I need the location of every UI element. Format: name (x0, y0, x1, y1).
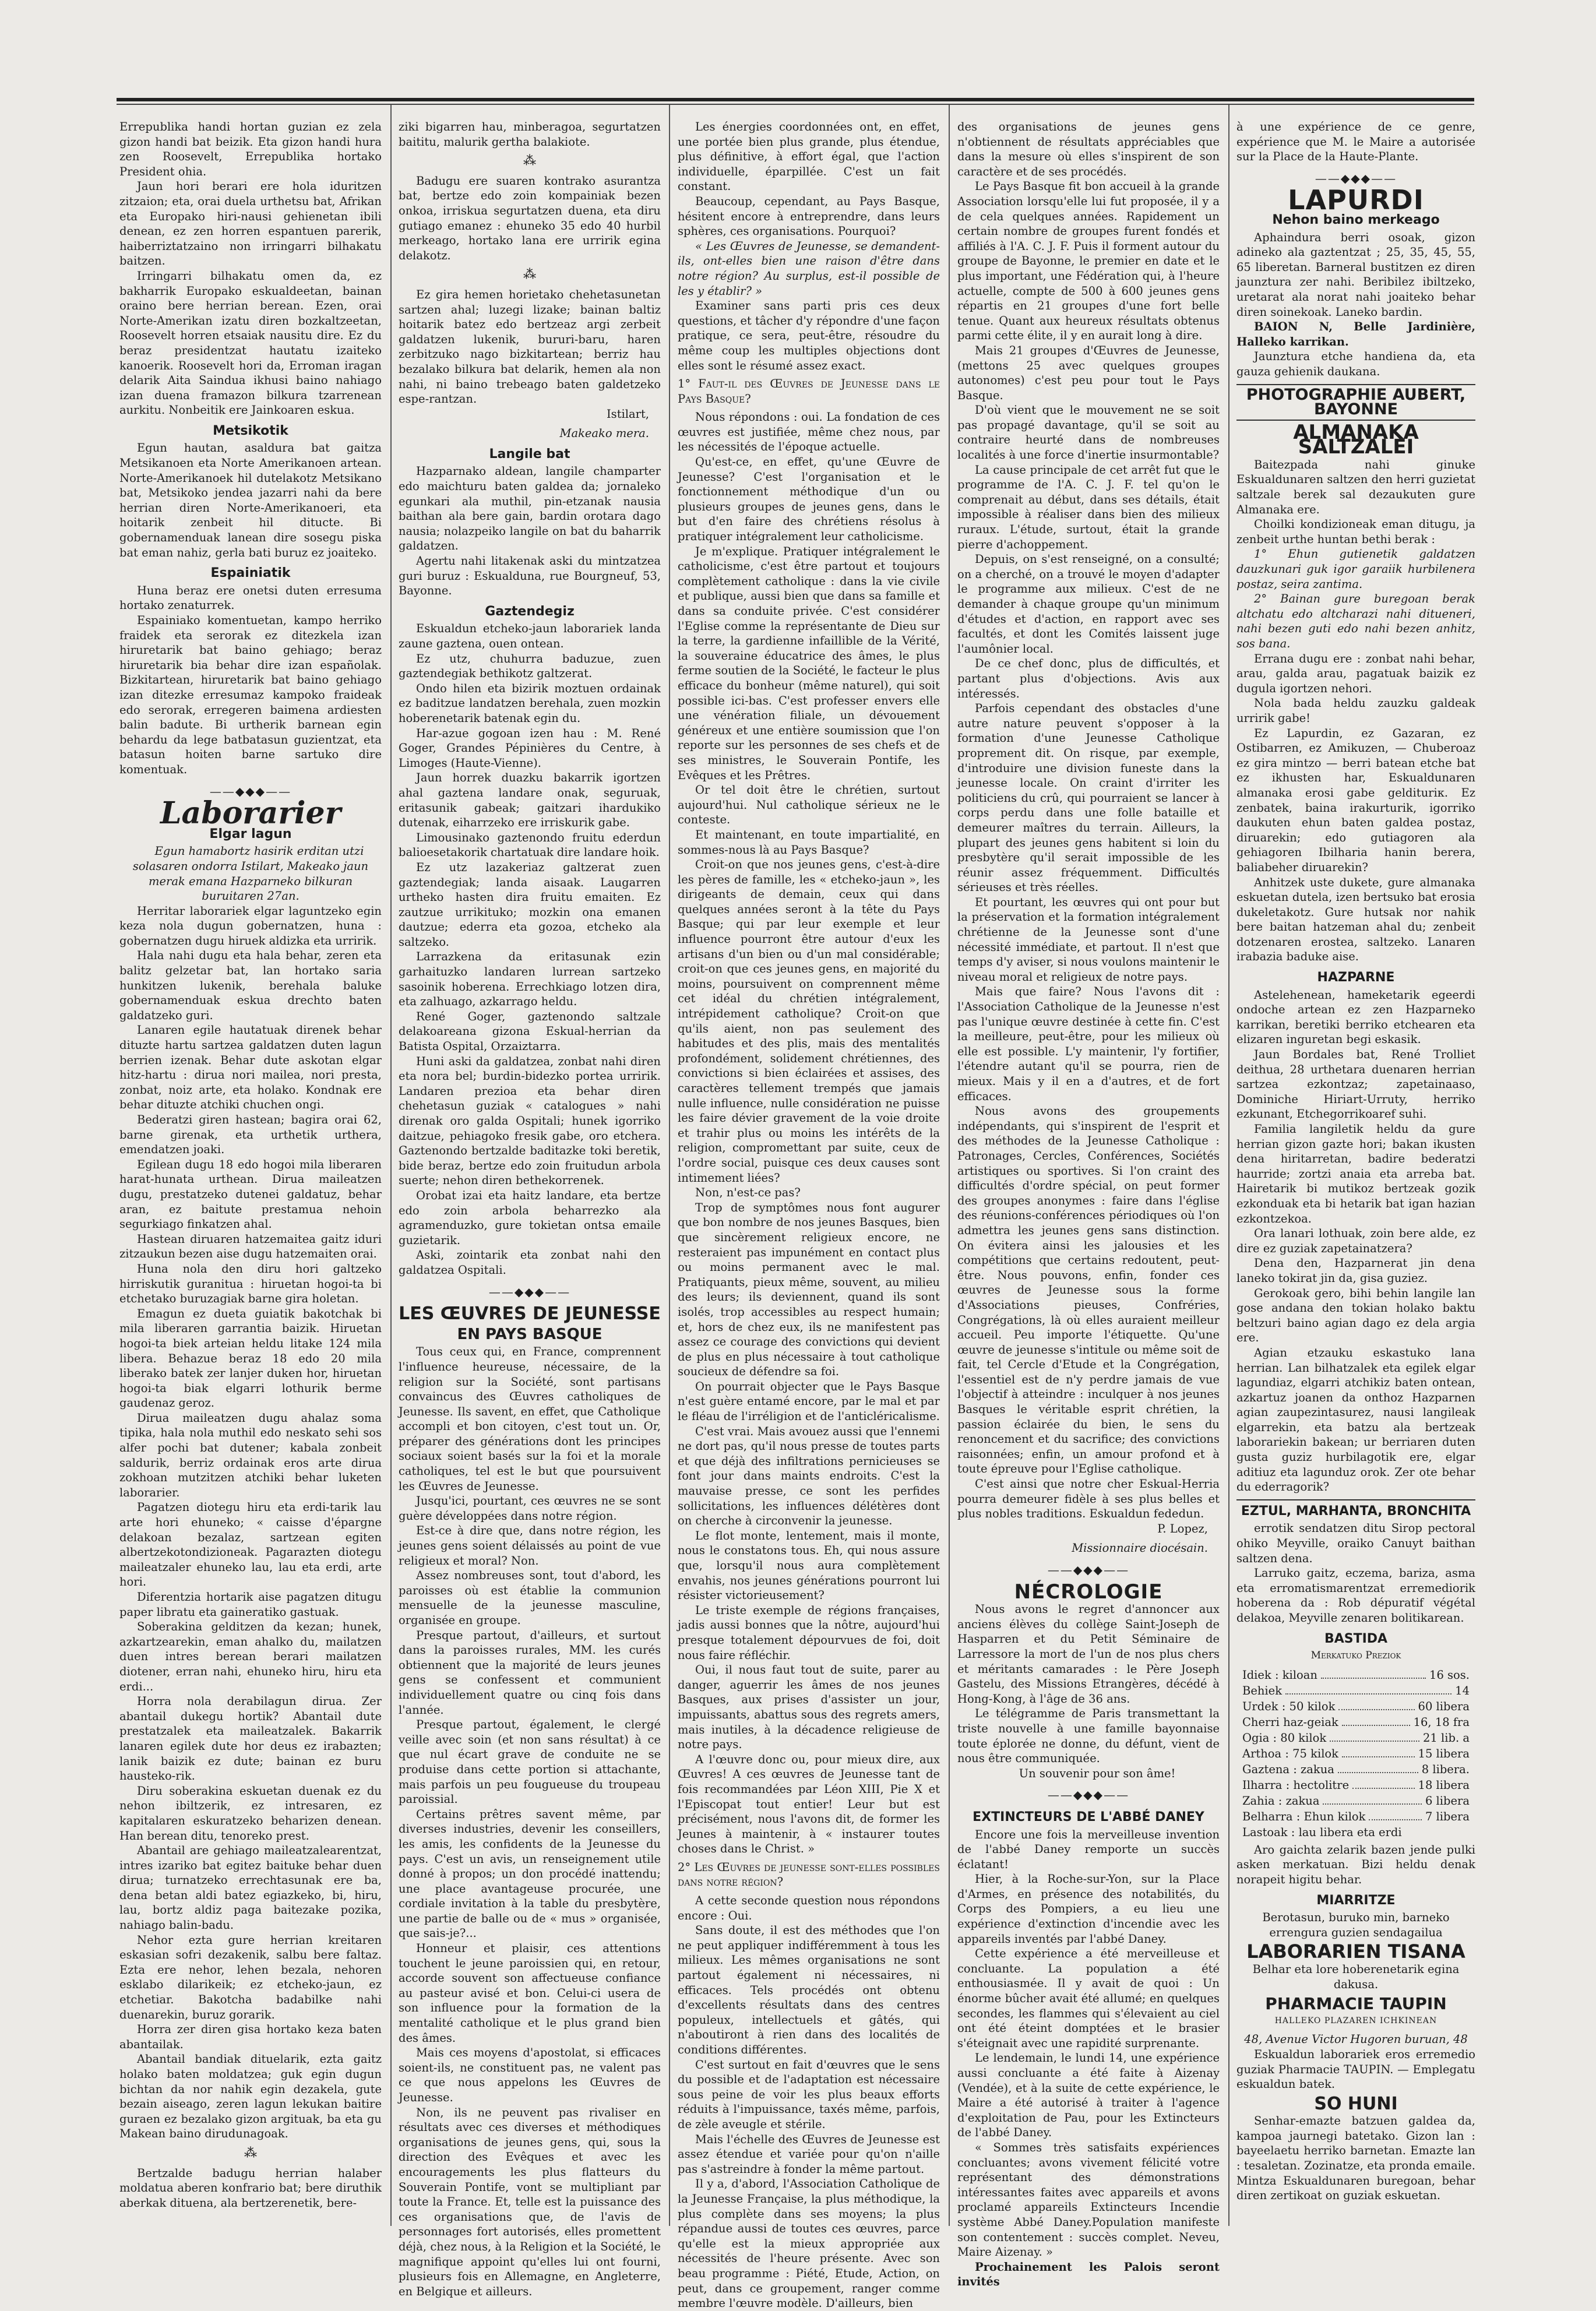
paragraph: Huna nola den diru hori galtzeko hirriskutik guranitua : hiruetan hogoi-ta bi etchetako buruzagiak barne gira holetan. (119, 1262, 382, 1306)
paragraph: Eskualdun etcheko-jaun laborariek landa zaune gaztena, ouen ontean. (399, 622, 661, 650)
paragraph: Jaunztura etche handiena da, eta gauza gehienik daukana. (1236, 350, 1475, 378)
paragraph: Nehor ezta gure herrian kreitaren eskasian sofri dezakenik, salbu bere faltaz. Ezta ere nehor, lehen bezala, nehoren esklabo dilarikeik; ez etcheko-jaun, ez etchetiar. Bakotcha badabilke nahi duenarekin, buruz gorarik. (119, 1933, 382, 2021)
article-title: LES ŒUVRES DE JEUNESSE (399, 1304, 661, 1324)
paragraph: Hastean diruaren hatzemaitea gaitz iduri zitzaukun bezen aise dugu hatzemaiten orai. (119, 1232, 382, 1261)
paragraph: On pourrait objecter que le Pays Basque n'est guère entamé encore, par le mal et par le fléau de l'irréligion et de l'anticléricalisme. (678, 1379, 940, 1424)
paragraph: 1° Ehun gutienetik galdatzen dauzkunari guk igor garaiik hurbilenera postaz, seira zantima. (1236, 547, 1475, 591)
paragraph: Abantail are gehiago maileatzalearentzat, intres izariko bat egitez baituke behar duen dirua; turnatzeko errechtasunak ere ba, dena betan aldi batez egiazkeko, bi, hiru, lau, bortz aldiz paga baitezake pozika, nahiago balin-badu. (119, 1844, 382, 1932)
column-5 (1236, 119, 1475, 2229)
paragraph: Choilki kondizioneak eman ditugu, ja zenbeit urthe huntan bethi berak : (1236, 517, 1475, 546)
paragraph: 2° Bainan gure buregoan berak altchatu edo altcharazi nahi ditueneri, nahi bezen guti edo nahi bezen anhitz, sos bana. (1236, 592, 1475, 650)
paragraph: Abantail bandiak dituelarik, ezta gaitz holako baten moldatzea; guk egin dugun bichtan da nor nahik egin dezakela, gute bezain aiseago, zeren lagun lekukan baitire guraen ez bezalako gizon argituak, ba eta gu Makean baino dirudunagoak. (119, 2052, 382, 2141)
signature-title: Missionnaire diocésain. (1072, 1541, 1208, 1555)
leader-dots (1369, 1809, 1421, 1820)
column-rule-3 (949, 105, 950, 2226)
leader-dots (1285, 1683, 1451, 1695)
section-heading: BASTIDA (1324, 1631, 1388, 1646)
paragraph: Nous avons des groupements indépendants, qui s'inspirent de l'esprit et des méthodes de la Jeunesse Catholique : Patronages, Cercles, Conférences, Sociétés artistiques ou sportives. Si l'on craint des difficultés d'ordre spécial, on peut former des groupes anonymes : faire dans l'église des réunions-conférences périodiques où l'on admettra les jeunes gens sans distinction. On évitera ainsi les jalousies et les compétitions que certains redoutent, peut-être. Nous pouvons, enfin, fonder ces œuvres de Jeunesse sous la forme d'Associations pieuses, Confréries, Congrégations, là où elles auraient meilleur accueil. Peu importe l'étiquette. Qu'une œuvre de jeunesse s'intitule ou même soit de fait, tel Cercle d'Etude et la Congrégation, l'essentiel est de n'y perdre jamais de vue l'objectif à atteindre : inculquer à nos jeunes Basques le véritable esprit chrétien, la passion éclairée du bien, le sens du renoncement et du sacrifice; des convictions raisonnées; enfin, un amour profond et à toute épreuve pour l'Eglise catholique. (957, 1104, 1220, 1476)
ad-title-taupin: PHARMACIE TAUPIN (1265, 1994, 1447, 2014)
paragraph: Assez nombreuses sont, tout d'abord, les paroisses où est établie la communion mensuelle de la jeunesse masculine, organisée en groupe. (399, 1569, 661, 1627)
paragraph: Diferentzia hortarik aise pagatzen ditugu paper libratu eta gaineratiko gastuak. (119, 1590, 382, 1619)
signature-name: Istilart, (606, 407, 649, 421)
paragraph: errotik sendatzen ditu Sirop pectoral ohiko Meyville, oraiko Canuyt baithan saltzen dena. (1236, 1521, 1475, 1565)
leader-dots (1342, 1746, 1415, 1757)
top-rule (117, 98, 1474, 101)
article-title: Elgar lagun (209, 826, 292, 841)
price-list (1242, 1667, 1470, 1840)
section-heading: MIARRITZE (1316, 1893, 1396, 1908)
paragraph: Pagatzen diotegu hiru eta erdi-tarik lau arte hori ehuneko; « caisse d'épargne delakoan bezalaz, sartzean egiten albertzekotondizioneak. Pagarazten diotegu maileatzaler ehuneko lau, lau eta erdi, arte hori. (119, 1500, 382, 1589)
paragraph: Non, ils ne peuvent pas rivaliser en résultats avec ces diverses et méthodiques organisations de jeunes gens, qui, sous la direction des Evêques et avec les encouragements les plus flatteurs du Souverain Pontife, vont se multipliant par toute la France. Et, telle est la puissance des ces organisations que, de l'avis de personnages fort autorisés, elles promettent déjà, chez nous, à la Religion et la Société, le magnifique appoint qu'elles lui ont fourni, plusieurs fois en Allemagne, en Angleterre, en Belgique et ailleurs. (399, 2105, 661, 2298)
paragraph: Hala nahi dugu eta hala behar, zeren eta balitz gelzetar bat, lan hortako saria hunkitzen lukenik, berehala baluke gobernamenduak eskua drechto baten galdatzeko guri. (119, 949, 382, 1022)
paragraph: Le télégramme de Paris transmettant la triste nouvelle à une famille bayonnaise toute éplorée ne donne, du défunt, vient de nous être communiquée. (957, 1707, 1220, 1766)
paragraph: Har-azue gogoan izen hau : M. René Goger, Grandes Pépinières du Centre, à Limoges (Haute-Vienne). (399, 726, 661, 770)
paragraph: Il y a, d'abord, l'Association Catholique de la Jeunesse Française, la plus méthodique, la plus complète dans ses moyens; la plus répandue aussi de toutes ces œuvres, parce qu'elle est la mieux appropriée aux nécessités de l'heure présente. Avec son beau programme : Piété, Etude, Action, on peut, dans ce groupement, ranger comme membre l'œuvre modèle. D'ailleurs, bien (678, 2177, 940, 2310)
paragraph: Tous ceux qui, en France, comprennent l'influence heureuse, nécessaire, de la religion sur la Société, sont partisans convaincus des Œuvres catholiques de Jeunesse. Ils savent, en effet, que Catholique accompli et bon citoyen, c'est tout un. Or, préparer des générations dont les principes sociaux soient basés sur la foi et la morale catholiques, tel est le but que poursuivent les Œuvres de Jeunesse. (399, 1345, 661, 1493)
paragraph: Et pourtant, les œuvres qui ont pour but la préservation et la formation intégralement chrétienne de la Jeunesse sont d'une nécessité immédiate, et partout. Il n'est que temps d'y aviser, si nous voulons maintenir le niveau moral et religieux de notre pays. (957, 895, 1220, 984)
paragraph: Hazparnako aldean, langile champarter edo maichturu baten galdea da; jornaleko egunkari ala muthil, pin-etzanak nausia baithan ala bere gain, bardin orotara dago nausia; nolazpeiko langile on bat du baharrik galdatzen. (399, 464, 661, 553)
paragraph: Errana dugu ere : zonbat nahi behar, arau, galda arau, pagatuak baizik ez dugula igortzen nehori. (1236, 651, 1475, 695)
paragraph: Le lendemain, le lundi 14, une expérience aussi concluante a été faite à Aizenay (Vendée), et à la suite de cette expérience, le Maire a été autorisé à traiter à l'agence d'exploitation de Pau, pour les Extincteurs de l'abbé Daney. (957, 2051, 1220, 2140)
price-item-value: 16, 18 fra (1413, 1715, 1470, 1729)
price-row (1242, 1746, 1470, 1762)
paragraph: Soberakina gelditzen da kezan; hunek, azkartzearekin, eman ahalko du, mailatzen duen intres berean berari mailatzen diotener, erran nahi, ehuneko hiru, hiru eta erdi... (119, 1620, 382, 1693)
paragraph: Irringarri bilhakatu omen da, ez bakharrik Europako eskualdeetan, bainan oraino bere herrian berean. Ezen, orai Norte-Amerikan izatu diren bozkaltzeetan, Roosevelt horren etsaiak nausitu dire. Ez du beraz presidentzat hautatu izaiteko kanoerik. Roosevelt hori da, Erroman iragan delarik Aita Saindua ikhusi baino nahiago izan duena framazon bilkura tzarrenean aurkitu. Nonbeitik ere Jainkoaren eskua. (119, 269, 382, 417)
paragraph: Agertu nahi litakenak aski du mintzatzea guri buruz : Eskualduna, rue Bourgneuf, 53, Bayonne. (399, 554, 661, 598)
price-row (1242, 1793, 1470, 1809)
ornament-divider: ——◆◆◆—— (209, 784, 292, 798)
price-item-name: Belharra : Ehun kilok (1242, 1809, 1366, 1823)
paragraph: Horra nola derabilagun dirua. Zer abantail dukegu hortik? Abantail dute prestatzalek eta maileatzalek. Bakarrik lanaren egilek dute hor deus ez irabazten; lanik baizik ez dute; bainan ez buru hausteko-rik. (119, 1695, 382, 1783)
paragraph: Mais que faire? Nous l'avons dit : l'Association Catholique de la Jeunesse n'est pas l'unique œuvre destinée à cette fin. C'est la meilleure, peut-être, pour les milieux où elle est possible. L'y maintenir, l'y fortifier, l'étendre autant qu'il se pourra, rien de mieux. Mais y il en a d'autres, et de fort efficaces. (957, 985, 1220, 1103)
paragraph: Nous répondons : oui. La fondation de ces œuvres est justifiée, même chez nous, par les nécessités de l'époque actuelle. (678, 410, 940, 454)
price-item-name: Arthoa : 75 kilok (1242, 1746, 1338, 1760)
ad-title-almanaka: ALMANAKA SALTZALEI (1293, 420, 1419, 459)
paragraph: Lanaren egile hautatuak direnek behar dituzte hartu sartzea galdatzen duten lagun berrien izenak. Behar dute askotan elgar hitz-hartu : dirua nori mailea, nori presta, zonbat, noiz arte, eta holako. Kondnak ere behar dituzte atchiki chuchen ongi. (119, 1023, 382, 1112)
paragraph: « Les Œuvres de Jeunesse, se demandent-ils, ont-elles bien une raison d'être dans notre région? Au surplus, est-il possible de les y établir? » (678, 239, 940, 298)
paragraph: Herritar laborariek elgar laguntzeko egin keza nola dugun gobernatzen, huna : gobernatzen dugu hiruek aldizka eta urririk. (119, 904, 382, 947)
price-list-heading: Merkatuko Preziok (1310, 1650, 1401, 1662)
article-subtitle: EN PAYS BASQUE (457, 1325, 603, 1343)
paragraph: Eskualdun laborariek eros erremedio guziak Pharmacie TAUPIN. — Emplegatu eskualdun batek. (1236, 2047, 1475, 2091)
price-item-value: 8 libera. (1421, 1762, 1470, 1776)
price-item-name: Lastoak : lau libera eta erdi (1242, 1825, 1402, 1839)
price-item-value: 21 lib. a (1423, 1731, 1470, 1745)
paragraph: Limousinako gaztenondo fruitu ederdun balioesetakorik chartatuak dire landare hoik. (399, 830, 661, 859)
paragraph: Un souvenir pour son âme! (1019, 1766, 1176, 1780)
paragraph: « Sommes très satisfaits expériences concluantes; avons vivement félicité votre représentant des démonstrations intéressantes faites avec appareils et avons proclamé appareils Extincteurs Incendie système Abbé Daney.Population manifeste son contentement : succès complet. Neveu, Maire Aizenay. » (957, 2140, 1220, 2259)
price-row (1242, 1809, 1470, 1824)
paragraph: Huni aski da galdatzea, zonbat nahi diren eta nora bel; burdin-bidezko portea urririk. Landaren prezioa eta behar diren chehetasun guziak « catalogues » nahi direnak oro galda Ospitali; hunek igorriko daitzue, pehiagoko fresik gabe, oro etchera. Gaztenondo bertzalde baditazke toki beretik, bide beraz, bertze edo zoin fruitudun arbola suerte; nehon diren bethekorrenek. (399, 1054, 661, 1188)
paragraph: Trop de symptômes nous font augurer que bon nombre de nos jeunes Basques, bien que sincèrement religieux encore, ne resteraient pas impunément en contact plus ou moins permanent avec le mal. Pratiquants, pieux même, souvent, au milieu des leurs; ils deviennent, quand ils sont isolés, trop accessibles au respect humain; et, hors de chez eux, ils ne manifestent pas assez ce courage des convictions qui devient de plus en plus nécessaire à tout catholique soucieux de défendre sa foi. (678, 1200, 940, 1379)
paragraph: Orobat izai eta haitz landare, eta bertze edo zoin arbola beharrezko ala agramenduzko, gure tokietan ontsa emaile guzietarik. (399, 1188, 661, 1247)
paragraph: Le Pays Basque fit bon accueil à la grande Association lorsqu'elle lui fut proposée, il y a de cela quelques années. Rapidement un certain nombre de groupes furent fondés et affiliés à l'A. C. J. F. Puis il forment autour du groupe de Bayonne, le premier en date et le plus important, une Fédération qui, à l'heure actuelle, compte de 500 à 600 jeunes gens répartis en 21 groupes d'une fort belle tenue. Quant aux heureux résultats obtenus parmi cette élite, il y en aurait long à dire. (957, 179, 1220, 343)
paragraph: Est-ce à dire que, dans notre région, les jeunes gens soient délaissés au point de vue religieux et moral? Non. (399, 1524, 661, 1567)
paragraph: Presque partout, également, le clergé veille avec soin (et non sans résultat) à ce que nul écart grave de conduite ne se produise dans cette portion si attachante, mais parfois un peu fougueuse du troupeau paroissial. (399, 1718, 661, 1806)
paragraph: Larrazkena da eritasunak ezin garhaituzko landaren lurrean sartzeko sasoinik hoberena. Errechkiago lotzen dira, eta zalhuago, azkarrago heldu. (399, 950, 661, 1009)
paragraph: BAION N, Belle Jardinière, Halleko karrikan. (1236, 320, 1475, 348)
column-rule-2 (669, 105, 670, 2226)
price-row (1242, 1714, 1470, 1730)
paragraph: De ce chef donc, plus de difficultés, et partant plus d'objections. Avis aux intéressés. (957, 657, 1220, 700)
paragraph: C'est vrai. Mais avouez aussi que l'ennemi ne dort pas, qu'il nous presse de toutes parts et que déjà des infiltrations pernicieuses se font jour dans maints endroits. C'est la mauvaise presse, ce sont les perfides sollicitations, les influences délétères dont on cherche à circonvenir la jeunesse. (678, 1424, 940, 1528)
paragraph: Depuis, on s'est renseigné, on a consulté; on a cherché, on a trouvé le moyen d'adapter le programme aux milieux. C'est de ne demander à chaque groupe qu'un minimum d'études et d'action, en rapport avec ses facultés, et dont les Comités laissent juge l'aumônier local. (957, 552, 1220, 656)
paragraph: Et maintenant, en toute impartialité, en sommes-nous là au Pays Basque? (678, 827, 940, 857)
paragraph: Prochainement les Palois seront invités (957, 2260, 1220, 2289)
paragraph: Dena den, Hazparnerat jin dena laneko tokirat jin da, gisa guziez. (1236, 1256, 1475, 1285)
paragraph: Non, n'est-ce pas? (695, 1186, 801, 1200)
paragraph: Sans doute, il est des méthodes que l'on ne peut appliquer indifféremment à tous les milieux. Les mêmes organisations ne sont partout également ni nécessaires, ni efficaces. Tels procédés ont obtenu d'excellents résultats dans des centres populeux, intellectuels et gâtés, qui n'aboutiront à rien dans des localités de conditions différentes. (678, 1924, 940, 2056)
paragraph: Oui, il nous faut tout de suite, parer au danger, aguerrir les âmes de nos jeunes Basques, aux prises d'assister un jour, impuissants, abattus sous des regrets amers, mais inutiles, à la décadence religieuse de notre pays. (678, 1663, 940, 1752)
asterism-icon: ⁂ (523, 154, 536, 169)
ad-title-photographie: PHOTOGRAPHIE AUBERT, BAYONNE (1236, 384, 1475, 421)
paragraph: Nous avons le regret d'annoncer aux anciens élèves du collège Saint-Joseph de Hasparren et du Petit Séminaire de Larressore la mort de l'un de nos plus chers et méritants camarades : le Père Joseph Gastelu, des Missions Etrangères, décédé à Hong-Kong, à l'âge de 36 ans. (957, 1602, 1220, 1706)
paragraph: Jusqu'ici, pourtant, ces œuvres ne se sont guère développées dans notre région. (399, 1494, 661, 1523)
paragraph: Espainiako komentuetan, kampo herriko fraidek eta serorak ez ditezkela izan hiruretarik bat baino gehiago; beraz hiruretarik bia behar dire izan españolak. Bizkitartean, hiruretarik bat baino gehiago izan ditezke erresumaz kampoko fraideak edo serorak, erregeren baimena ardiesten balin badute. Bi urtherik barnean egin behardu da lege batbatasun guzientzat, eta batasun hoiten barne sartuko dire komentuak. (119, 614, 382, 776)
signature-name: P. Lopez, (1157, 1521, 1208, 1535)
question-heading: 2° Les Œuvres de jeunesse sont-elles possibles dans notre région? (678, 1860, 940, 1889)
paragraph: C'est surtout en fait d'œuvres que le sens du possible et de l'adaptation est nécessaire sous peine de voir les plus beaux efforts réduits à l'impuissance, taxés même, parfois, de zèle aveugle et stérile. (678, 2058, 940, 2131)
price-row (1242, 1824, 1470, 1840)
paragraph: Badugu ere suaren kontrako asurantza bat, bertze edo zoin kompainiak bezen onkoa, irriskua segurtatzen duena, eta diru gutiago emanez : ehuneko 35 edo 40 hurbil merkeago, hortako lana ere urririk egina delakotz. (399, 174, 661, 262)
paragraph: Ez Lapurdin, ez Gazaran, ez Ostibarren, ez Amikuzen, — Chuberoaz ez gira mintzo — berri batean etche bat ez ikhusten har, Eskualdunaren almanaka erosi gabe geldituriк. Ez zenbatek, baina irakurturik, igorriko daukuten ehun baten galdea postaz, diruarekin; edo gutiagoren ala gehiagoren Ibilharia hanin berera, baliabeher diruarekin? (1236, 726, 1475, 874)
ad-subtitle: HALLEKO PLAZAREN ICHKINEAN (1274, 2016, 1438, 2025)
price-row (1242, 1730, 1470, 1746)
section-heading: Metsikotik (213, 423, 288, 438)
price-item-value: 16 sos. (1429, 1668, 1470, 1682)
price-item-name: Gaztena : zakua (1242, 1762, 1334, 1776)
question-heading: 1° Faut-il des Œuvres de Jeunesse dans le Pays Basque? (678, 377, 940, 406)
paragraph: Ez utz, chuhurra baduzue, zuen gaztendegiak bethikotz galtzerat. (399, 651, 661, 681)
paragraph: Le flot monte, lentement, mais il monte, nous le constatons tous. Eh, qui nous assure que, lorsqu'il nous aura complètement envahis, nos jeunes générations pourront lui résister victorieusement? (678, 1528, 940, 1602)
price-item-value: 6 libera (1425, 1794, 1470, 1808)
paragraph: René Goger, gaztenondo saltzale delakoareana gizona Eskual-herrian da Batista Ospital, Orzaiztarra. (399, 1009, 661, 1054)
paragraph: Croit-on que nos jeunes gens, c'est-à-dire les pères de famille, les « etcheko-jaun », les dirigeants de demain, ceux qui dans quelques années seront à la tête du Pays Basque; qui par leur exemple et leur influence pourront être autour d'eux les artisans d'un bien ou d'un mal considérable; croit-on que ces jeunes gens, en majorité du moins, poursuivent on comprennent même cet idéal du chrétien intégralement, intrépidement catholique? Croit-on que qu'ils aient, non pas seulement des habitudes et des plis, mais des mentalités profondément, solidement chrétiennes, des convictions si bien éclairées et assises, des caractères tellement trempés que jamais nulle influence, nulle considération ne puisse les faire dévier gravement de la voie droite et trahir plus ou moins les intérêts de la religion, compromettant par suite, ceux de l'ordre social, puisque ces deux causes sont intimement liées? (678, 858, 940, 1185)
column-1 (119, 119, 382, 2229)
price-item-name: Ogia : 80 kilok (1242, 1731, 1327, 1745)
leader-dots (1338, 1699, 1414, 1710)
paragraph: Ondo hilen eta bizirik moztuen ordainak ez baditzue landatzen berehala, zuen mozkin hoberenetarik batenak egin du. (399, 681, 661, 725)
paragraph: Dirua maileatzen dugu ahalaz soma tipika, hala nola muthil edo neskato sehi sos alfer pochi bat dutener; kabala zonbeit saldurik, berriz ordainak eros arte dirua zokhoan mutzitzen atchiki behar luketen laborarier. (119, 1411, 382, 1499)
signature-title: Makeako mera. (559, 427, 649, 441)
paragraph: Certains prêtres savent même, par diverses industries, devenir les conseillers, les amis, les confidents de la Jeunesse du pays. C'est un avis, un renseignement utile donné à propos; un don procédé inattendu; une place avantageuse procurée, une cordiale invitation à la table du presbytère, une partie de balle ou de « mus » organisée, que sais-je?... (399, 1807, 661, 1940)
paragraph: Egun hautan, asaldura bat gaitza Metsikanoen eta Norte Amerikanoen artean. Norte-Amerikanoek hil dutelakotz Metsikano bat, Metsikoko jendea jazarri nahi da bere herrian diren Norte-Amerikanoeri, eta hoitarik zenbeit hil ditucte. Bi gobernamenduak lanean dire sosegu piska bat eman nahiz, gerla bati buruz ez joaiteko. (119, 441, 382, 559)
asterism-icon: ⁂ (244, 2146, 257, 2161)
column-3 (678, 119, 940, 2310)
paragraph: à une expérience de ce genre, expérience que M. le Maire a autorisée sur la Place de la Haute-Plante. (1236, 120, 1475, 164)
leader-dots (1321, 1667, 1426, 1679)
paragraph: Aski, zointarik eta zonbat nahi den galdatzea Ospitali. (399, 1248, 661, 1277)
top-rule-thin (117, 104, 1474, 105)
paragraph: ziki bigarren hau, minberagoa, segurtatzen baititu, malurik gertha balakiote. (399, 120, 661, 149)
article-intro: Egun hamabortz hasirik erditan utzi solasaren ondorra Istilart, Makeako jaun merak emana Hazparneko bilkuran buruitaren 27an. (132, 844, 369, 903)
ornament-divider: ——◆◆◆—— (1047, 1788, 1130, 1802)
leader-dots (1323, 1793, 1421, 1805)
paragraph: Gerokoak gero, bihi behin langile lan gose andana den tokian holako baktu beltzuri baino agian dago ez dela argia ere. (1236, 1286, 1475, 1345)
column-2 (399, 119, 661, 2298)
price-item-name: Zahia : zakua (1242, 1794, 1320, 1808)
paragraph: Ez utz lazakeriaz galtzerat zuen gaztendegiak; landa aisaak. Laugarren urtheko hasten dira fruitu emaiten. Ez zautzue urrikituko; mozkin ona emanen dautzue; ederra eta gozoa, etcheko ala saltzeko. (399, 860, 661, 949)
paragraph: Belhar eta lore hoberenetarik egina dakusa. (1252, 1962, 1460, 1991)
leader-dots (1352, 1777, 1414, 1789)
price-item-name: Urdek : 50 kilok (1242, 1699, 1336, 1713)
paragraph: Bederatzi giren hastean; bagira orai 62, barne girenak, eta urthetik urthera, emendatzen joaki. (119, 1113, 382, 1157)
ad-title-sohuni: SO HUNI (1314, 2093, 1398, 2114)
section-heading: Gaztendegiz (485, 604, 575, 619)
price-row (1242, 1667, 1470, 1683)
paragraph: Emagun ez dueta guiatik bakotchak bi mila liberaren garrantia baizik. Hiruetan hogoi-ta biek arteian heldu litake 124 mila libera. Behazue beraz 18 edo 20 mila liberako batek zer lanjer duken hor, hiruetan hogoi-ta biak elgarri lothurik berme gaudenaz geroz. (119, 1306, 382, 1410)
paragraph: Hier, à la Roche-sur-Yon, sur la Place d'Armes, en présence des notabilités, du Corps des Pompiers, a eu lieu une expérience d'extinction d'incendie avec les appareils inventés par l'abbé Daney. (957, 1872, 1220, 1946)
ornament-divider: ——◆◆◆—— (1047, 1563, 1130, 1577)
paragraph: Jaun Bordales bat, René Trolliet deithua, 28 urthetara duenaren herrian sartzea ezkontzaz; zapetainaaso, Dominiche Hiriart-Urruty, herriko ezkunant, Etchegorrikoaref suhi. (1236, 1048, 1475, 1121)
paragraph: La cause principale de cet arrêt fut que le programme de l'A. C. J. F. tel qu'on le comprenait au début, dans ses détails, était impossible à réaliser dans bien des milieux ruraux. L'étude, surtout, était la grande pierre d'achoppement. (957, 463, 1220, 551)
paragraph: Mais 21 groupes d'Œuvres de Jeunesse, (mettons 25 avec quelques groupes autonomes) c'est peu pour tout le Pays Basque. (957, 343, 1220, 402)
paragraph: Berotasun, buruko min, barneko errengura guzien sendagailua (1262, 1911, 1450, 1939)
paragraph: Jaun horrek duazku bakarrik igortzen ahal gaztena landare onak, seguruak, eritasunik gabeak; gaitzari ihardukiko dutenak, eiharrzeko ere irriskurik gabe. (399, 771, 661, 830)
paragraph: Ora lanari lothuak, zoin bere alde, ez dire ez guziak zapetainatzera? (1236, 1227, 1475, 1255)
section-title-necrologie: NÉCROLOGIE (1014, 1580, 1163, 1604)
column-rule-4 (1228, 105, 1229, 2226)
paragraph: Ez gira hemen horietako chehetasunetan sartzen ahal; luzegi lizake; bainan baltiz hoitarik batez edo bertzeaz argi zerbeit galdatzen lukenik, bururi-baru, haren zerbitzuko nago bizkitartean; berriz hau bezalako bilkura bat delarik, hemen ala non nahi, ni baino trebeago baten galdetzeko espe-rantzan. (399, 287, 661, 406)
paragraph: Horra zer diren gisa hortako keza baten abantailak. (119, 2023, 382, 2051)
leader-dots (1338, 1762, 1418, 1773)
paragraph: Mais l'échelle des Œuvres de Jeunesse est assez étendue et variée pour qu'on n'aille pas s'astreindre à fonder la même partout. (678, 2132, 940, 2176)
ornament-divider: ——◆◆◆—— (1315, 171, 1397, 185)
price-row (1242, 1777, 1470, 1793)
paragraph: Mais ces moyens d'apostolat, si efficaces soient-ils, ne constituent pas, ne valent pas ce que nous appelons les Œuvres de Jeunesse. (399, 2046, 661, 2104)
paragraph: Familia langiletik heldu da gure herrian gizon gazte hori; bakan ikusten dena hiritarretan, badire bederatzi haurride; zortzi anaia eta arreba bat. Hairetarik bi mutikoz bertzeak gozik ezkonduak eta bi hetarik bat igan hazian ezkontzekoa. (1236, 1122, 1475, 1225)
paragraph: Les énergies coordonnées ont, en effet, une portée bien plus grande, plus étendue, plus définitive, à effort égal, que l'action individuelle, éparpillée. C'est un fait constant. (678, 120, 940, 193)
leader-dots (1330, 1730, 1419, 1742)
paragraph: Senhar-emazte batzuen galdea da, kampoa jaurnegi batetako. Gizon lan : bayeelaetu herriko barnetan. Emazte lan : tesaletan. Zozinatze, eta pronda emaile. Mintza Eskualdunaren buregoan, behar diren zertikoat on guziak eskuetan. (1236, 2114, 1475, 2203)
paragraph: Presque partout, d'ailleurs, et surtout dans la paroisses rurales, MM. les curés obtiennent que la majorité de leurs jeunes gens se confessent et communient individuellement quatre ou cinq fois dans l'année. (399, 1628, 661, 1717)
article-title: EXTINCTEURS DE L'ABBÉ DANEY (973, 1809, 1204, 1824)
section-heading: Espainiatik (210, 566, 291, 581)
paragraph: Qu'est-ce, en effet, qu'une Œuvre de Jeunesse? C'est l'organisation et le fonctionnement méthodique d'un ou plusieurs groupes de jeunes gens, dans le but d'en faire des chrétiens résolus à pratiquer intégralement leur catholicisme. (678, 455, 940, 544)
paragraph: Nola bada heldu zauzku galdeak urririk gabe! (1236, 696, 1475, 725)
price-item-name: Idiek : kiloan (1242, 1668, 1317, 1682)
paragraph: Diru soberakina eskuetan duenak ez du nehon ibiltzerik, ez intresaren, ez kapitalaren eskuratzeko beharizen denean. Han berean ditu, tenoreko prest. (119, 1784, 382, 1843)
price-item-value: 18 libera (1418, 1778, 1470, 1792)
paragraph: Aro gaichta zelarik bazen jende pulki asken merkatuan. Bizi heldu denak norapeit higitu behar. (1236, 1843, 1475, 1886)
paragraph: D'où vient que le mouvement ne se soit pas propagé davantage, qu'il se soit au contraire heurté dans de nombreuses localités à une force d'inertie insurmontable? (957, 403, 1220, 462)
paragraph: Jaun hori berari ere hola iduritzen zitzaion; eta, orai duela urthetsu bat, Afrikan eta Europako hiri-nausi gehienetan ibili denean, ez zen horren espantuen parerik, haiberriztatzaino non irringarri bilhakatu baitzen. (119, 179, 382, 268)
price-row (1242, 1699, 1470, 1714)
column-rule-1 (390, 105, 392, 2226)
price-item-value: 7 libera (1425, 1809, 1470, 1823)
paragraph: Or tel doit être le chrétien, surtout aujourd'hui. Nul catholique sérieux ne le conteste. (678, 783, 940, 827)
paragraph: Beaucoup, cependant, au Pays Basque, hésitent encore à entreprendre, dans leurs sphères, ces organisations. Pourquoi? (678, 194, 940, 238)
price-row (1242, 1762, 1470, 1777)
paragraph: Huna beraz ere onetsi duten erresuma hortako zenaturrek. (119, 583, 382, 612)
paragraph: Larruko gaitz, eczema, bariza, asma eta erromatismarentzat erremediorik hoberena da : Rob dépuratif végétal delakoa, Meyville zenaren bolitikarean. (1236, 1566, 1475, 1625)
paragraph: Egilean dugu 18 edo hogoi mila liberaren harat-hunata urthean. Dirua maileatzen dugu, prestatzeko dutenei galdatuz, behar aran, ez baitute prestamua nehoin segurkiago finkatzen ahal. (119, 1157, 382, 1231)
paragraph: Honneur et plaisir, ces attentions touchent le jeune paroissien qui, en retour, accorde souvent son affectueuse confiance au pasteur avisé et bon. Celui-ci usera de son influence pour la formation de la mentalité catholique et le plus grand bien des âmes. (399, 1942, 661, 2045)
ad-title-eztul: EZTUL, MARHANTA, BRONCHITA (1236, 1499, 1475, 1519)
paragraph: Le triste exemple de régions françaises, jadis aussi bonnes que la nôtre, aujourd'hui presque totalement dépourvues de foi, doit nous faire réfléchir. (678, 1603, 940, 1662)
price-item-name: Behiek (1242, 1683, 1283, 1697)
price-item-value: 60 libera (1418, 1699, 1470, 1713)
paragraph: Examiner sans parti pris ces deux questions, et tâcher d'y répondre d'une façon pratique, ce sera, peut-être, résoudre du même coup les multiples objections dont elles sont le résumé assez exact. (678, 299, 940, 372)
column-4 (957, 119, 1220, 2289)
price-item-name: Cherri haz-geiak (1242, 1715, 1338, 1729)
price-row (1242, 1683, 1470, 1699)
paragraph: Errepublika handi hortan guzian ez zela gizon handi bat beizik. Eta gizon handi hura zen Roosevelt, Errepublika hortako President ohia. (119, 120, 382, 178)
paragraph: Aphaindura berri osoak, gizon adineko ala gaztentzat ; 25, 35, 45, 55, 65 liberetan. Barneral bustitzen ez diren jaunztura zer nahi. Beribilez ibiltzeko, uretarat ala norat nahi joaiteko behar diren soinekoak. Laneko bardin. (1236, 230, 1475, 319)
section-heading: Langile bat (489, 446, 570, 462)
section-title-laborarier: Laborarier (160, 795, 341, 832)
section-heading: HAZPARNE (1317, 970, 1395, 985)
paragraph: Anhitzek uste dukete, gure almanaka eskuetan dutela, izen bertsuko bat erosia dukeletakotz. Gure hutsak nor nahik bere baitan hatzeman ahal du; zenbeit dotzenaren erostea, saltzeko. Lanaren irabazia baduke aise. (1236, 875, 1475, 964)
paragraph: Encore une fois la merveilleuse invention de l'abbé Daney remporte un succès éclatant! (957, 1827, 1220, 1871)
price-item-value: 14 (1455, 1683, 1470, 1697)
ornament-divider: ——◆◆◆—— (488, 1284, 571, 1299)
ad-title-tisana: LABORARIEN TISANA (1246, 1940, 1465, 1963)
leader-dots (1342, 1714, 1410, 1726)
ad-title-lapurdi: LAPURDI (1288, 184, 1424, 216)
ad-subtitle: Nehon baino merkeago (1272, 212, 1440, 227)
paragraph: C'est ainsi que notre cher Eskual-Herria pourra demeurer fidèle à ses plus belles et plus nobles traditions. Eskualdun fededun. (957, 1477, 1220, 1521)
paragraph: 48, Avenue Victor Hugoren buruan, 48 (1244, 2032, 1468, 2046)
paragraph: des organisations de jeunes gens n'obtiennent de résultats appréciables que dans la mesure où elles s'inspirent de son caractère et de ses procédés. (957, 120, 1220, 178)
price-item-name: Ilharra : hectolitre (1242, 1778, 1350, 1792)
paragraph: Astelehenean, hameketarik egeerdi ondoche artean ez zen Hazparneko karrikan, beretiki berriko etchearen eta elizaren inguretan begi eskasik. (1236, 988, 1475, 1047)
paragraph: Je m'explique. Pratiquer intégralement le catholicisme, c'est être partout et toujours complètement catholique : dans la vie civile et publique, aussi bien que dans sa famille et dans sa conduite privée. C'est considérer l'Eglise comme la représentante de Dieu sur la terre, la gardienne infaillible de la Vérité, la souveraine éducatrice des âmes, le plus ferme soutien de la Société, le facteur le plus efficace du bonheur (même naturel), qui soit possible ici-bas. C'est professer envers elle une vénération filiale, un dévouement généreux et une entière soumission que l'on reporte sur les personnes de ses chefs et de ses ministres, le Souverain Pontife, les Evêques et les Prêtres. (678, 544, 940, 782)
paragraph: Cette expérience a été merveilleuse et concluante. La population a été enthousiasmée. Il y avait de quoi : Un énorme bûcher avait été allumé; en quelques secondes, les flammes qui s'élevaient au ciel ont été éteint domptées et le brasier s'éteignait avec une rapidité surprenante. (957, 1947, 1220, 2050)
paragraph: Baitezpada nahi ginuke Eskualdunaren saltzen den herri guzietat saltzale berek sal dezaukuten gure Almanaka ere. (1236, 457, 1475, 516)
paragraph: Agian etzauku eskastuko lana herrian. Lan bilhatzalek eta egilek elgar lagundiaz, elgarri atchikiz baten ontean, azkartuz joanen da onthoz Hazparnen agian zaupezintasurez, nausi langileak elgarrekin, eta batzu ala bertzeak laborariekin bakean; ur berriaren duten gusta guziz hurbilagotik ere, elgar aditiuz eta lagunduz orok. Zer ote behar du ederragorik? (1236, 1345, 1475, 1494)
asterism-icon: ⁂ (523, 267, 536, 283)
paragraph: Parfois cependant des obstacles d'une autre nature peuvent s'opposer à la formation d'une Jeunesse Catholique proprement dit. On risque, par exemple, d'introduire une division funeste dans la jeunesse locale. On craint d'irriter les politiciens du crû, qui pourraient se lancer à corps perdu dans une folle bataille et demeurer maîtres du terrain. Ailleurs, la plupart des jeunes gens habitent si loin du presbytère qu'il serait impossible de les réunir assez fréquemment. Difficultés sérieuses et très réelles. (957, 702, 1220, 894)
paragraph: A l'œuvre donc ou, pour mieux dire, aux Œuvres! A ces œuvres de Jeunesse tant de fois recommandées par Léon XIII, Pie X et l'Episcopat tout entier! Leur but est précisément, nous l'avons dit, de former les Jeunes à maintenir, à « instaurer toutes choses dans le Christ. » (678, 1752, 940, 1856)
paragraph: Bertzalde badugu herrian halaber moldatua aberen konfrario bat; bere diruthik aberkak dituena, ala bertzerenetik, bere- (119, 2166, 382, 2210)
paragraph: A cette seconde question nous répondons encore : Oui. (678, 1894, 940, 1922)
price-item-value: 15 libera (1418, 1746, 1470, 1760)
